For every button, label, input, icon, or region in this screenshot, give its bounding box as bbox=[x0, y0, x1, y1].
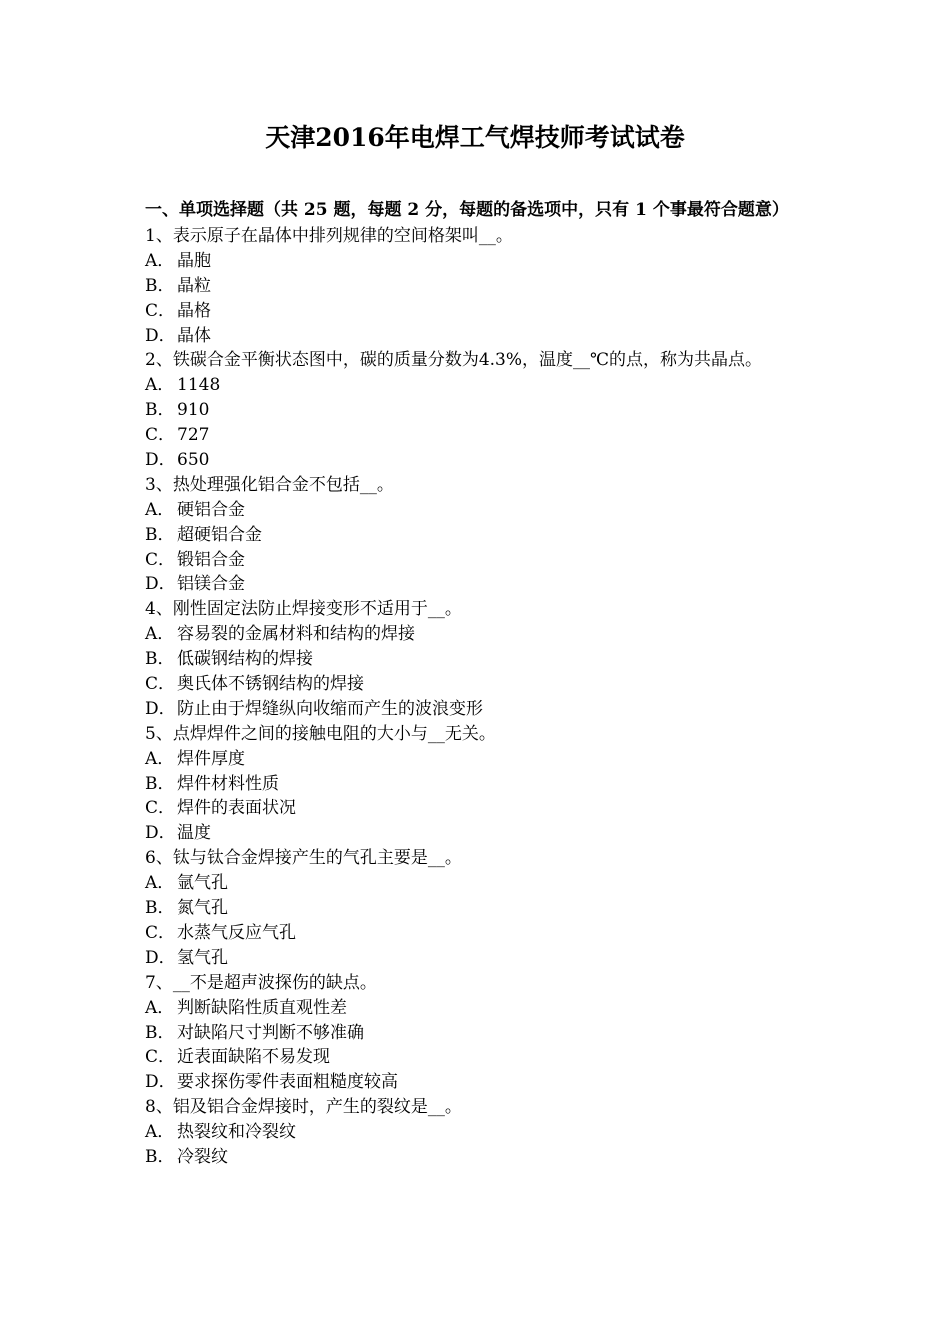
option-letter: D． bbox=[145, 947, 176, 968]
question-list bbox=[145, 224, 807, 1170]
option-letter: A． bbox=[145, 250, 175, 271]
option-text: 冷裂纹 bbox=[177, 1146, 228, 1167]
option-letter: C． bbox=[145, 549, 176, 570]
question-stem: 8、铝及铝合金焊接时，产生的裂纹是__。 bbox=[145, 1097, 462, 1118]
option-text: 晶粒 bbox=[177, 275, 211, 296]
option-letter: B． bbox=[145, 898, 175, 919]
answer-option bbox=[145, 772, 807, 797]
option-text: 铝镁合金 bbox=[177, 574, 245, 595]
question-stem: 6、钛与钛合金焊接产生的气孔主要是__。 bbox=[145, 848, 462, 869]
option-letter: D． bbox=[145, 574, 176, 595]
answer-option bbox=[145, 324, 807, 349]
option-letter: C． bbox=[145, 674, 176, 695]
question-stem: 5、点焊焊件之间的接触电阻的大小与__无关。 bbox=[145, 723, 496, 744]
answer-option bbox=[145, 448, 807, 473]
answer-option bbox=[145, 1021, 807, 1046]
option-letter: A． bbox=[145, 873, 175, 894]
option-letter: B． bbox=[145, 1146, 175, 1167]
option-text: 焊件的表面状况 bbox=[177, 798, 296, 819]
option-letter: A． bbox=[145, 1122, 175, 1143]
option-text: 防止由于焊缝纵向收缩而产生的波浪变形 bbox=[177, 698, 483, 719]
option-letter: D． bbox=[145, 325, 176, 346]
option-text: 判断缺陷性质直观性差 bbox=[177, 997, 347, 1018]
answer-option bbox=[145, 796, 807, 821]
option-text: 近表面缺陷不易发现 bbox=[177, 1047, 330, 1068]
answer-option bbox=[145, 946, 807, 971]
option-letter: D． bbox=[145, 823, 176, 844]
answer-option bbox=[145, 821, 807, 846]
option-text: 1148 bbox=[177, 375, 221, 396]
option-letter: D． bbox=[145, 1072, 176, 1093]
option-text: 氩气孔 bbox=[177, 873, 228, 894]
option-text: 对缺陷尺寸判断不够准确 bbox=[177, 1022, 364, 1043]
option-text: 水蒸气反应气孔 bbox=[177, 922, 296, 943]
option-text: 硬铝合金 bbox=[177, 499, 245, 520]
option-text: 焊件材料性质 bbox=[177, 773, 279, 794]
answer-option bbox=[145, 572, 807, 597]
option-text: 727 bbox=[177, 425, 210, 446]
option-text: 热裂纹和冷裂纹 bbox=[177, 1122, 296, 1143]
option-text: 低碳钢结构的焊接 bbox=[177, 649, 313, 670]
option-letter: B． bbox=[145, 1022, 175, 1043]
answer-option bbox=[145, 299, 807, 324]
question-stem: 4、刚性固定法防止焊接变形不适用于__。 bbox=[145, 599, 462, 620]
answer-option bbox=[145, 622, 807, 647]
option-letter: D． bbox=[145, 450, 176, 471]
option-text: 要求探伤零件表面粗糙度较高 bbox=[177, 1072, 398, 1093]
option-letter: A． bbox=[145, 499, 175, 520]
question-stem: 3、热处理强化铝合金不包括__。 bbox=[145, 474, 394, 495]
option-letter: A． bbox=[145, 748, 175, 769]
option-letter: B． bbox=[145, 275, 175, 296]
document-title: 天津2016年电焊工气焊技师考试试卷 bbox=[265, 123, 685, 152]
option-text: 超硬铝合金 bbox=[177, 524, 262, 545]
option-text: 650 bbox=[177, 450, 210, 471]
answer-option bbox=[145, 423, 807, 448]
option-letter: A． bbox=[145, 375, 175, 396]
answer-option bbox=[145, 896, 807, 921]
option-text: 奥氏体不锈钢结构的焊接 bbox=[177, 674, 364, 695]
answer-option bbox=[145, 249, 807, 274]
option-text: 氢气孔 bbox=[177, 947, 228, 968]
question-stem: 7、__不是超声波探伤的缺点。 bbox=[145, 972, 377, 993]
answer-option bbox=[145, 274, 807, 299]
option-text: 温度 bbox=[177, 823, 211, 844]
option-letter: C． bbox=[145, 300, 176, 321]
answer-option bbox=[145, 498, 807, 523]
exam-content bbox=[145, 198, 807, 1170]
option-letter: B． bbox=[145, 649, 175, 670]
answer-option bbox=[145, 548, 807, 573]
option-text: 910 bbox=[177, 400, 210, 421]
question-stem: 1、表示原子在晶体中排列规律的空间格架叫__。 bbox=[145, 226, 513, 246]
option-text: 晶格 bbox=[177, 300, 211, 321]
option-letter: C． bbox=[145, 798, 176, 819]
answer-option bbox=[145, 996, 807, 1021]
answer-option bbox=[145, 398, 807, 423]
option-letter: B． bbox=[145, 773, 175, 794]
section-header: 一、单项选择题（共 25 题，每题 2 分，每题的备选项中，只有 1 个事最符合题意） bbox=[145, 200, 789, 220]
answer-option bbox=[145, 747, 807, 772]
answer-option bbox=[145, 921, 807, 946]
option-text: 晶体 bbox=[177, 325, 211, 346]
option-letter: B． bbox=[145, 400, 175, 421]
answer-option bbox=[145, 672, 807, 697]
option-letter: C． bbox=[145, 425, 176, 446]
answer-option bbox=[145, 697, 807, 722]
option-letter: D． bbox=[145, 698, 176, 719]
option-text: 容易裂的金属材料和结构的焊接 bbox=[177, 624, 415, 645]
option-letter: C． bbox=[145, 922, 176, 943]
option-text: 晶胞 bbox=[177, 250, 211, 271]
answer-option bbox=[145, 1145, 807, 1170]
option-letter: C． bbox=[145, 1047, 176, 1068]
option-text: 氮气孔 bbox=[177, 898, 228, 919]
answer-option bbox=[145, 1070, 807, 1095]
answer-option bbox=[145, 523, 807, 548]
answer-option bbox=[145, 871, 807, 896]
option-text: 焊件厚度 bbox=[177, 748, 245, 769]
option-letter: A． bbox=[145, 997, 175, 1018]
answer-option bbox=[145, 1120, 807, 1145]
option-letter: B． bbox=[145, 524, 175, 545]
option-letter: A． bbox=[145, 624, 175, 645]
answer-option bbox=[145, 373, 807, 398]
question-stem: 2、铁碳合金平衡状态图中，碳的质量分数为4.3%，温度__℃的点，称为共晶点。 bbox=[145, 350, 763, 371]
option-text: 锻铝合金 bbox=[177, 549, 245, 570]
answer-option bbox=[145, 1045, 807, 1070]
answer-option bbox=[145, 647, 807, 672]
